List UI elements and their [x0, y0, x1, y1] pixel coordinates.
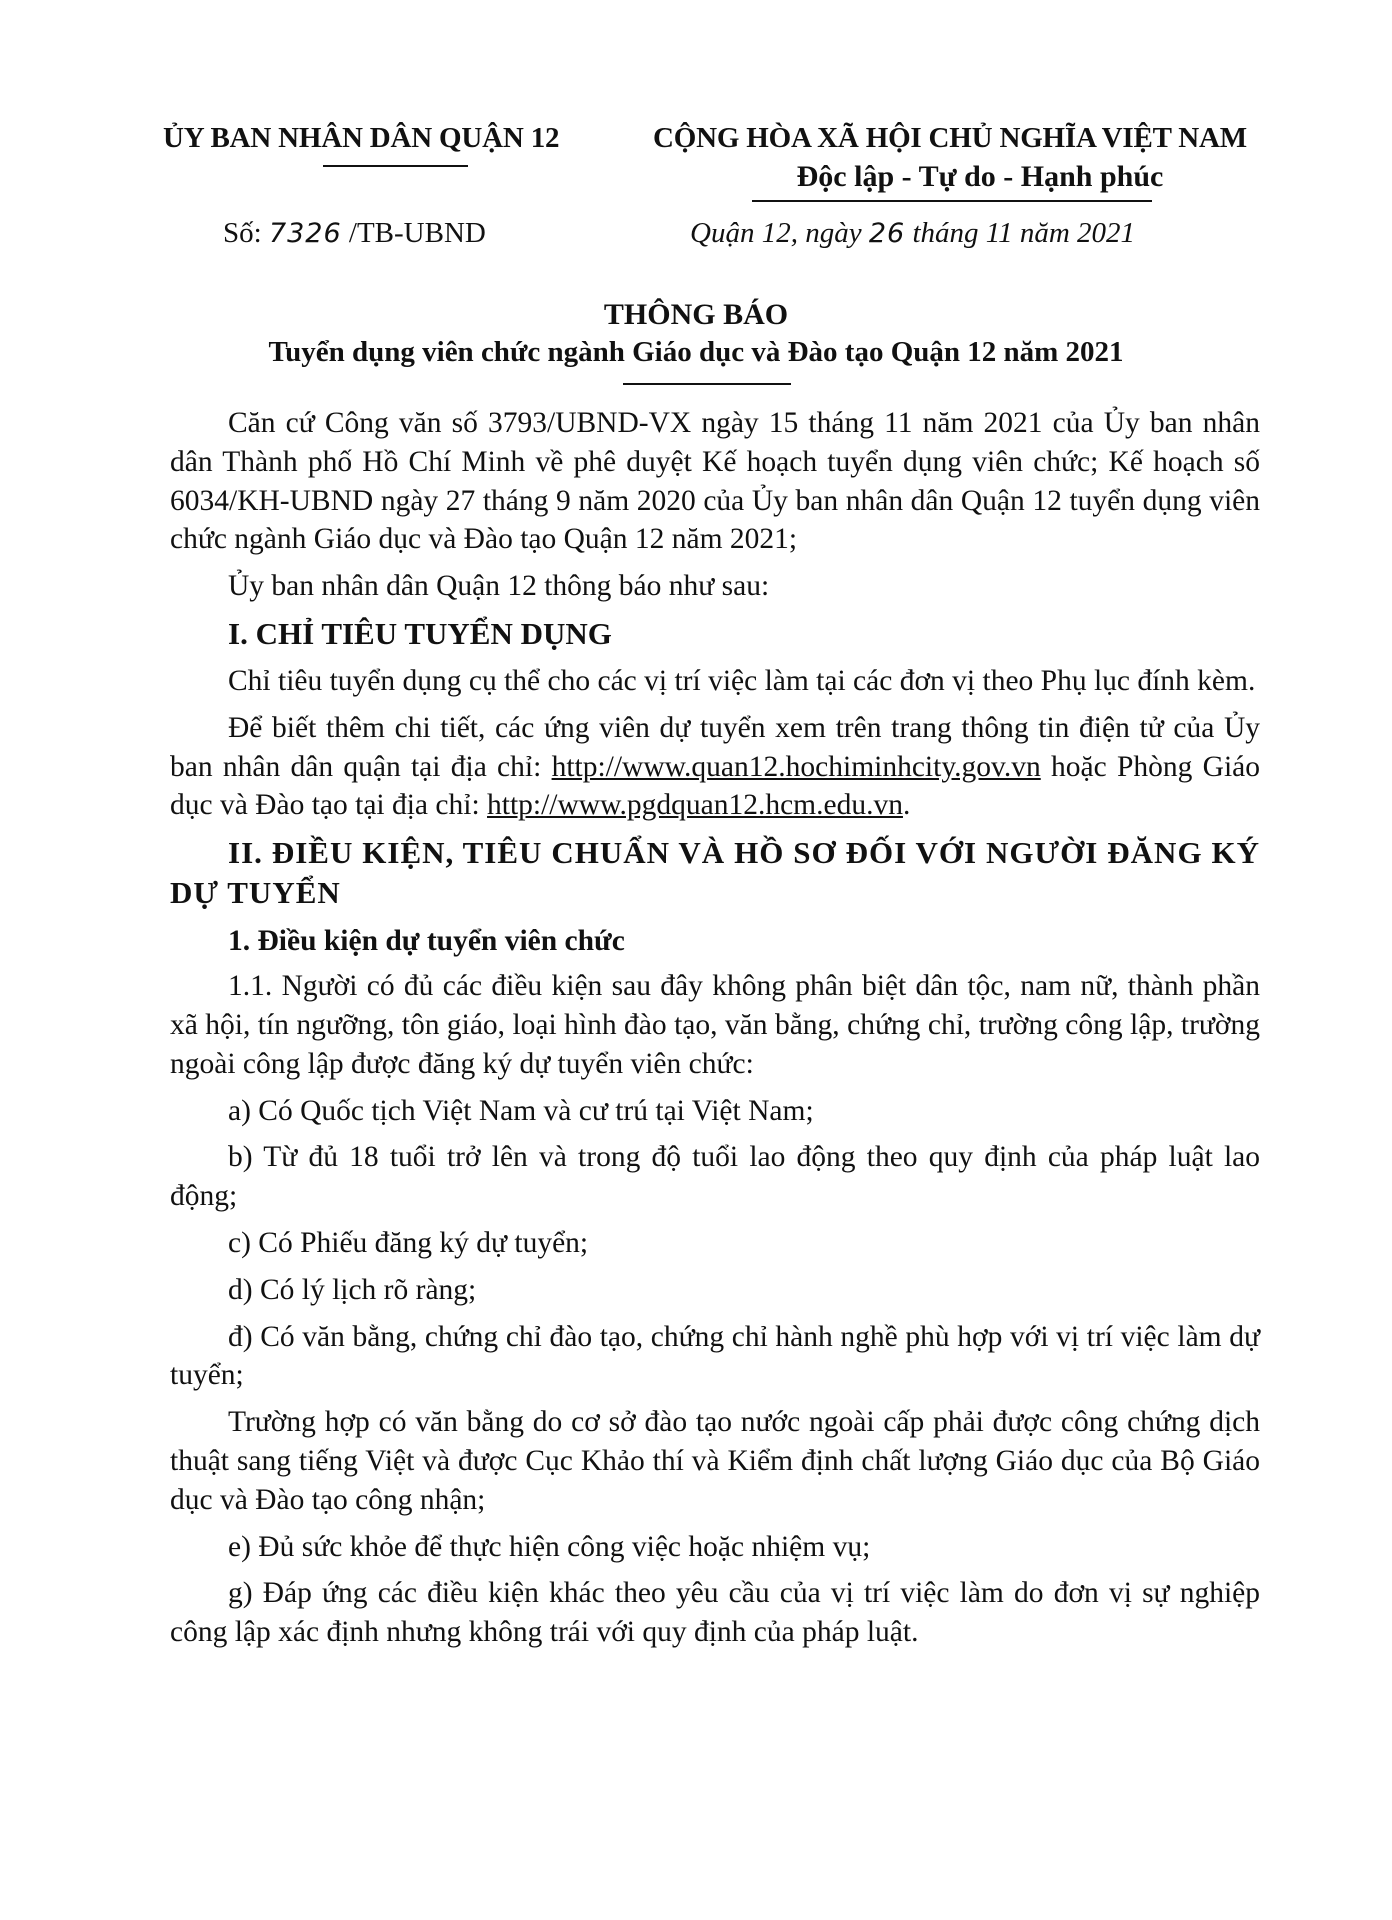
- document-subtitle: Tuyển dụng viên chức ngành Giáo dục và Đào tạo Quận 12 năm 2021: [268, 336, 1124, 368]
- announce-paragraph: Ủy ban nhân dân Quận 12 thông báo như sau:: [228, 570, 770, 603]
- clause-g: g) Đáp ứng các điều kiện khác theo yêu cầu của vị trí việc làm do đơn vị sự nghiệp công lập xác định nhưng không trái với quy định của pháp luật.: [170, 1577, 1260, 1649]
- clause-d: d) Có lý lịch rõ ràng;: [228, 1273, 477, 1306]
- p2-text-before: Để biết thêm chi tiết, các ứng viên dự tuyển xem trên trang thông tin điện tử của Ủy ban nhân dân quận tại địa chỉ:: [170, 711, 1260, 783]
- doc-number-prefix: Số:: [223, 217, 262, 249]
- date-day-handwritten: 26: [868, 218, 906, 249]
- document-number: [223, 217, 486, 250]
- motto-underline: [752, 200, 1152, 202]
- section-1-paragraph-1: Chỉ tiêu tuyển dụng cụ thể cho các vị trí việc làm tại các đơn vị theo Phụ lục đính kèm.: [228, 664, 1256, 697]
- subsection-1-heading: 1. Điều kiện dự tuyển viên chức: [228, 925, 625, 958]
- issuer-underline: [323, 165, 468, 167]
- clause-a: a) Có Quốc tịch Việt Nam và cư trú tại Việt Nam;: [228, 1094, 814, 1127]
- p2-text-end: .: [902, 789, 911, 822]
- document-body: [170, 404, 1260, 1660]
- national-title: CỘNG HÒA XÃ HỘI CHỦ NGHĨA VIỆT NAM: [653, 122, 1247, 154]
- clause-b: b) Từ đủ 18 tuổi trở lên và trong độ tuổi lao động theo quy định của pháp luật lao động;: [170, 1141, 1260, 1213]
- date-prefix: Quận 12, ngày: [690, 217, 862, 249]
- clause-1-1: 1.1. Người có đủ các điều kiện sau đây không phân biệt dân tộc, nam nữ, thành phần xã hội, tín ngưỡng, tôn giáo, loại hình đào tạo, văn bằng, chứng chỉ, trường công lập, trường ngoài công lập được đăng ký dự tuyển viên chức:: [170, 970, 1260, 1080]
- national-motto: Độc lập - Tự do - Hạnh phúc: [796, 160, 1164, 193]
- issuer-name: ỦY BAN NHÂN DÂN QUẬN 12: [163, 122, 560, 154]
- preamble-paragraph: Căn cứ Công văn số 3793/UBND-VX ngày 15 tháng 11 năm 2021 của Ủy ban nhân dân Thành phố Hồ Chí Minh về phê duyệt Kế hoạch tuyển dụng viên chức; Kế hoạch số 6034/KH-UBND ngày 27 tháng 9 năm 2020 của Ủy ban nhân dân Quận 12 tuyển dụng viên chức ngành Giáo dục và Đào tạo Quận 12 năm 2021;: [170, 407, 1260, 556]
- section-1-paragraph-2: [170, 709, 1260, 825]
- document-title: THÔNG BÁO: [603, 298, 789, 331]
- clause-dd: đ) Có văn bằng, chứng chỉ đào tạo, chứng chỉ hành nghề phù hợp với vị trí việc làm dự tuyển;: [170, 1320, 1260, 1392]
- section-1-heading: I. CHỈ TIÊU TUYỂN DỤNG: [228, 615, 612, 651]
- clause-e: e) Đủ sức khỏe để thực hiện công việc hoặc nhiệm vụ;: [228, 1530, 871, 1563]
- district-website-link[interactable]: http://www.quan12.hochiminhcity.gov.vn: [551, 750, 1041, 783]
- section-2-heading: II. ĐIỀU KIỆN, TIÊU CHUẨN VÀ HỒ SƠ ĐỐI VỚI NGƯỜI ĐĂNG KÝ DỰ TUYỂN: [170, 835, 1260, 911]
- title-underline: [623, 383, 791, 385]
- foreign-degree-paragraph: Trường hợp có văn bằng do cơ sở đào tạo nước ngoài cấp phải được công chứng dịch thuật sang tiếng Việt và được Cục Khảo thí và Kiểm định chất lượng Giáo dục của Bộ Giáo dục và Đào tạo công nhận;: [170, 1406, 1260, 1516]
- p2-text-middle: hoặc Phòng Giáo dục và Đào tạo tại địa chỉ:: [170, 750, 1261, 822]
- doc-number-suffix: /TB-UBND: [348, 217, 486, 249]
- clause-c: c) Có Phiếu đăng ký dự tuyển;: [228, 1226, 589, 1259]
- document-date: [690, 217, 1210, 250]
- doc-number-handwritten: 7326: [268, 218, 342, 249]
- date-suffix: tháng 11 năm 2021: [912, 217, 1136, 249]
- education-office-link[interactable]: http://www.pgdquan12.hcm.edu.vn: [487, 789, 903, 822]
